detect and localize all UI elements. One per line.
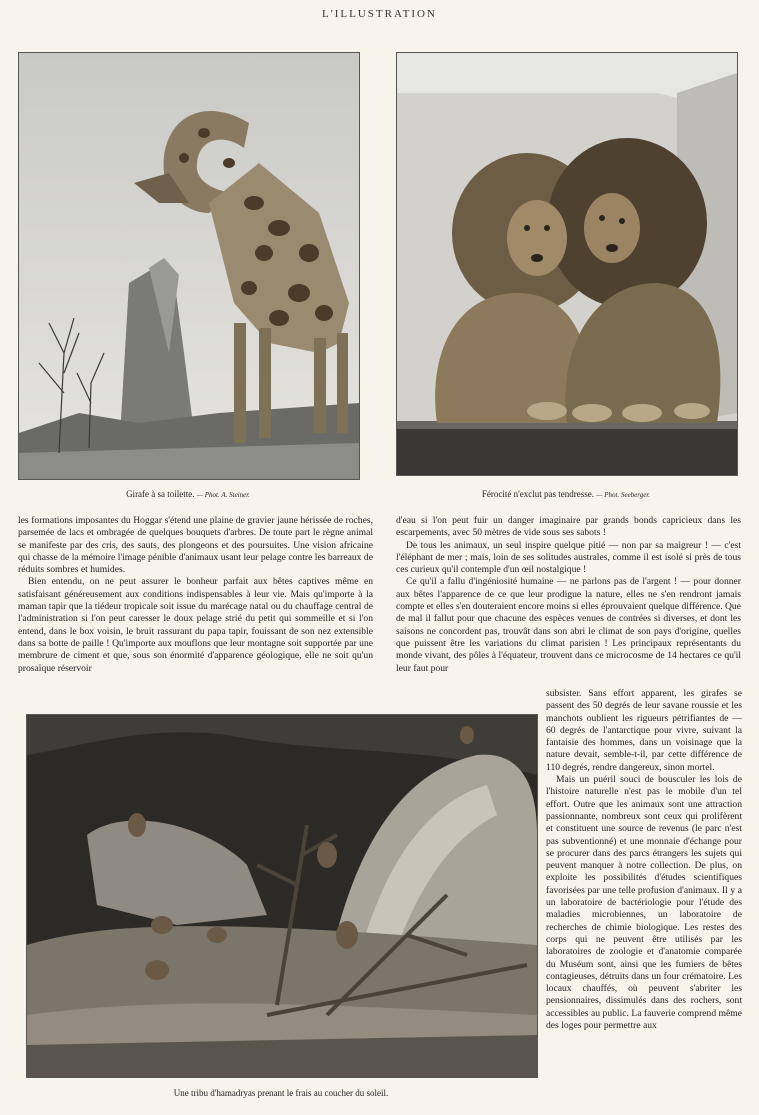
baboons-caption	[26, 1088, 536, 1098]
giraffe-photo	[18, 52, 360, 480]
article-paragraph: subsister. Sans effort apparent, les girafes se passent des 50 degrés de leur savane roussie et les manchots oublient les rigueurs pétrifiantes de — 60 degrés de l'antarctique pour vivre, suivant la fantaisie des hommes, dans un voisinage que la nature devait, semble-t-il, par cette différence de 110 degrés, rendre dangereux, sinon mortel.	[546, 688, 742, 773]
article-paragraph: Bien entendu, on ne peut assurer le bonheur parfait aux bêtes captives même en satisfaisant généreusement aux conditions indispensables à leur vie. Mais qu'importe à la maman tapir que la tiédeur tropicale soit issue du marécage natal ou du chauffage central de l'administration si l'on peut caresser le doux pelage strié du petit qui sommeille et si l'on entend, dans le box voisin, le bruit rassurant du papa tapir, fouissant de son nez extensible dans sa botte de paille ! Qu'importe aux mouflons que leur montagne soit supportée par une membrure de ciment et que, sous son énormité d'apparence géologique, elle ne soit qu'un prosaïque réservoir	[18, 576, 373, 674]
article-paragraph: Ce qu'il a fallu d'ingéniosité humaine — ne parlons pas de l'argent ! — pour donner aux bêtes l'apparence de ce que leur prodigue la nature, elles ne s'en rendront jamais compte et elles s'en douteraient encore moins si elles éprouvaient quelque différence. Que de mal il fallut pour que chacune des espèces venues de contrées si diverses, et dont les saisons ne concordent pas, trouvât dans son abri le climat de son pays d'origine, quelles que puissent être les variations du climat parisien ! Les principaux représentants du monde vivant, des pôles à l'équateur, trouvent dans ce microcosme de 14 hectares ce qu'il leur faut pour	[396, 576, 741, 674]
lions-photo	[396, 52, 738, 476]
baboons-photo	[26, 714, 538, 1078]
article-paragraph: les formations imposantes du Hoggar s'étend une plaine de gravier jaune hérissée de roches, parsemée de lacs et ombragée de quelques bouquets d'arbres. De toute part le règne animal se manifeste par des cris, des sauts, des plongeons et des poursuites. Une vision africaine qui chasse de la mémoire l'image pénible d'animaux usant leur pelage contre les barreaux de réduits sombres et humides.	[18, 515, 373, 576]
lions-caption-text: Férocité n'exclut pas tendresse.	[481, 489, 595, 499]
article-column-wrap	[546, 688, 742, 1108]
baboons-caption-text: Une tribu d'hamadryas prenant le frais au coucher du soleil.	[173, 1088, 389, 1098]
lions-caption	[396, 489, 736, 499]
article-paragraph: d'eau si l'on peut fuir un danger imaginaire par grands bonds capricieux dans les escarpements, avec 50 mètres de vide sous ses sabots !	[396, 515, 741, 539]
giraffe-photo-credit: — Phot. A. Steiner.	[196, 491, 250, 499]
article-paragraph: De tous les animaux, un seul inspire quelque pitié — non par sa maigreur ! — c'est l'éléphant de mer ; mais, loin de ses solitudes australes, comme il est isolé si près de tous ces curieux qu'il contemple d'un œil nostalgique !	[396, 539, 741, 576]
article-column-left	[18, 515, 373, 696]
lions-photo-credit: — Phot. Seeberger.	[596, 491, 651, 499]
giraffe-caption	[18, 489, 358, 499]
article-column-right	[396, 515, 741, 696]
article-paragraph: Mais un puéril souci de bousculer les lois de l'histoire naturelle n'est pas le mobile d'un tel effort. Outre que les animaux sont une attraction passionnante, nombreux sont ceux qui prolifèrent et constituent une source de revenus (le parc n'est pas subventionné) et une monnaie d'échange pour se procurer dans des parcs étrangers les sujets qui peuvent manquer à notre collection. De plus, on exploite les possibilités d'études scientifiques favorisées par une telle profusion d'animaux. Il y a un laboratoire de bactériologie pour l'étude des maladies microbiennes, un laboratoire de recherches de chimie biologique. Les restes des corps qui ne peuvent être utilisés par les laboratoires de zoologie et d'anatomie comparée du Muséum sont, ainsi que les fumiers de bêtes contagieuses, détruits dans un four crématoire. Les locaux chauffés, où peuvent s'abriter les pensionnaires, dissimulés dans des rochers, sont accessibles au public. La fauverie comprend même des loges pour permettre aux	[546, 774, 742, 1032]
giraffe-caption-text: Girafe à sa toilette.	[126, 489, 195, 499]
masthead: L'ILLUSTRATION	[322, 8, 437, 20]
